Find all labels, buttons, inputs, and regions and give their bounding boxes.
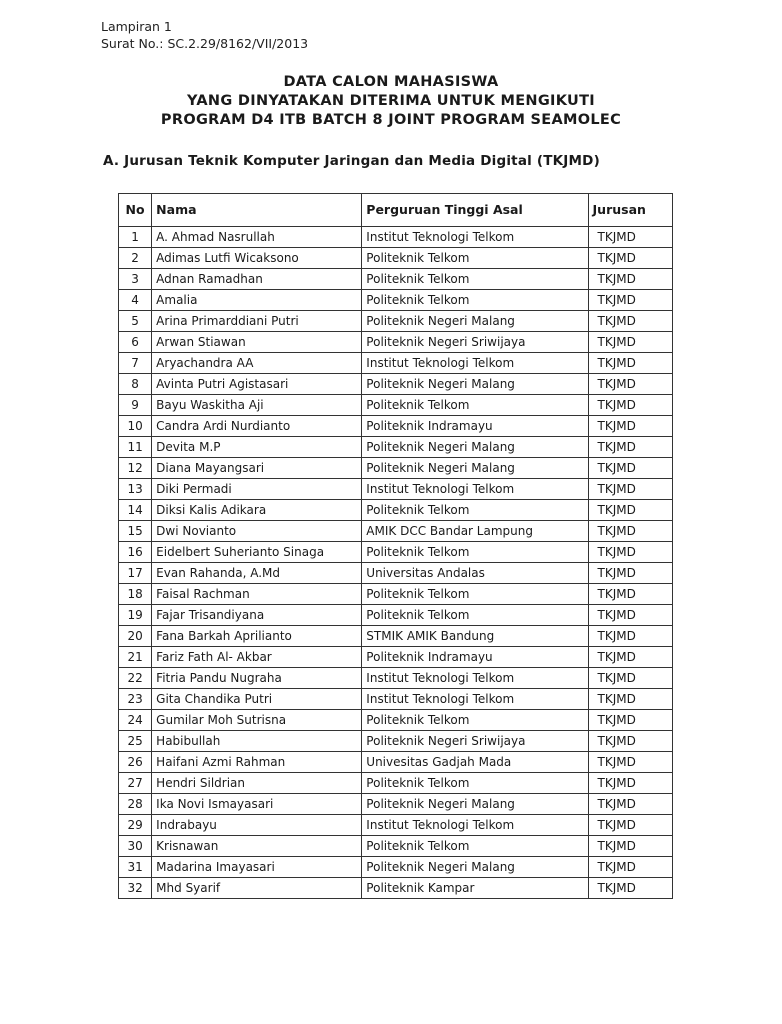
cell-jurusan: TKJMD <box>588 479 672 500</box>
table-row <box>119 542 673 563</box>
cell-nama: A. Ahmad Nasrullah <box>152 227 362 248</box>
table-row <box>119 626 673 647</box>
cell-jurusan: TKJMD <box>588 353 672 374</box>
cell-jurusan: TKJMD <box>588 584 672 605</box>
cell-no: 11 <box>119 437 152 458</box>
cell-nama: Adimas Lutfi Wicaksono <box>152 248 362 269</box>
cell-perguruan-tinggi: Politeknik Indramayu <box>362 416 588 437</box>
table-row <box>119 794 673 815</box>
table-row <box>119 731 673 752</box>
cell-jurusan: TKJMD <box>588 269 672 290</box>
table-header-row <box>119 194 673 227</box>
cell-nama: Evan Rahanda, A.Md <box>152 563 362 584</box>
table-row <box>119 416 673 437</box>
cell-perguruan-tinggi: Politeknik Negeri Malang <box>362 857 588 878</box>
cell-nama: Devita M.P <box>152 437 362 458</box>
table-row <box>119 584 673 605</box>
cell-nama: Aryachandra AA <box>152 353 362 374</box>
cell-perguruan-tinggi: Institut Teknologi Telkom <box>362 689 588 710</box>
cell-nama: Adnan Ramadhan <box>152 269 362 290</box>
cell-no: 1 <box>119 227 152 248</box>
table-row <box>119 500 673 521</box>
cell-jurusan: TKJMD <box>588 605 672 626</box>
cell-nama: Avinta Putri Agistasari <box>152 374 362 395</box>
title-line-2: YANG DINYATAKAN DITERIMA UNTUK MENGIKUTI <box>187 93 595 109</box>
title-line-3: PROGRAM D4 ITB BATCH 8 JOINT PROGRAM SEAMOLEC <box>160 112 622 128</box>
cell-perguruan-tinggi: Institut Teknologi Telkom <box>362 668 588 689</box>
table-row <box>119 374 673 395</box>
cell-jurusan: TKJMD <box>588 542 672 563</box>
cell-perguruan-tinggi: Institut Teknologi Telkom <box>362 815 588 836</box>
cell-no: 10 <box>119 416 152 437</box>
cell-jurusan: TKJMD <box>588 311 672 332</box>
cell-nama: Gita Chandika Putri <box>152 689 362 710</box>
cell-no: 5 <box>119 311 152 332</box>
table-row <box>119 290 673 311</box>
cell-perguruan-tinggi: Politeknik Negeri Malang <box>362 458 588 479</box>
cell-no: 14 <box>119 500 152 521</box>
cell-no: 29 <box>119 815 152 836</box>
cell-perguruan-tinggi: Politeknik Negeri Malang <box>362 437 588 458</box>
cell-perguruan-tinggi: AMIK DCC Bandar Lampung <box>362 521 588 542</box>
cell-nama: Amalia <box>152 290 362 311</box>
cell-jurusan: TKJMD <box>588 290 672 311</box>
cell-nama: Dwi Novianto <box>152 521 362 542</box>
cell-jurusan: TKJMD <box>588 752 672 773</box>
cell-jurusan: TKJMD <box>588 437 672 458</box>
student-table <box>118 193 673 899</box>
cell-nama: Diki Permadi <box>152 479 362 500</box>
table-row <box>119 710 673 731</box>
cell-perguruan-tinggi: Politeknik Telkom <box>362 710 588 731</box>
cell-nama: Gumilar Moh Sutrisna <box>152 710 362 731</box>
cell-nama: Haifani Azmi Rahman <box>152 752 362 773</box>
cell-nama: Indrabayu <box>152 815 362 836</box>
cell-jurusan: TKJMD <box>588 626 672 647</box>
cell-jurusan: TKJMD <box>588 458 672 479</box>
cell-jurusan: TKJMD <box>588 332 672 353</box>
document-title <box>0 73 782 130</box>
cell-no: 12 <box>119 458 152 479</box>
table-row <box>119 668 673 689</box>
cell-perguruan-tinggi: Politeknik Negeri Sriwijaya <box>362 332 588 353</box>
table-row <box>119 752 673 773</box>
cell-jurusan: TKJMD <box>588 563 672 584</box>
table-row <box>119 248 673 269</box>
cell-perguruan-tinggi: Politeknik Kampar <box>362 878 588 899</box>
cell-perguruan-tinggi: Politeknik Telkom <box>362 542 588 563</box>
cell-nama: Arwan Stiawan <box>152 332 362 353</box>
cell-no: 15 <box>119 521 152 542</box>
header-jurusan: Jurusan <box>588 194 672 227</box>
table-row <box>119 878 673 899</box>
table-row <box>119 689 673 710</box>
table-row <box>119 395 673 416</box>
cell-perguruan-tinggi: Politeknik Negeri Sriwijaya <box>362 731 588 752</box>
cell-no: 9 <box>119 395 152 416</box>
cell-jurusan: TKJMD <box>588 878 672 899</box>
cell-jurusan: TKJMD <box>588 248 672 269</box>
cell-nama: Fana Barkah Aprilianto <box>152 626 362 647</box>
cell-nama: Diana Mayangsari <box>152 458 362 479</box>
attachment-label: Lampiran 1 <box>101 19 172 34</box>
cell-no: 7 <box>119 353 152 374</box>
cell-perguruan-tinggi: Politeknik Telkom <box>362 584 588 605</box>
cell-jurusan: TKJMD <box>588 227 672 248</box>
cell-nama: Fajar Trisandiyana <box>152 605 362 626</box>
cell-perguruan-tinggi: Institut Teknologi Telkom <box>362 479 588 500</box>
cell-no: 24 <box>119 710 152 731</box>
table-row <box>119 479 673 500</box>
cell-jurusan: TKJMD <box>588 857 672 878</box>
header-nama: Nama <box>152 194 362 227</box>
cell-no: 28 <box>119 794 152 815</box>
cell-nama: Fitria Pandu Nugraha <box>152 668 362 689</box>
cell-perguruan-tinggi: Politeknik Telkom <box>362 836 588 857</box>
cell-perguruan-tinggi: Institut Teknologi Telkom <box>362 227 588 248</box>
table-row <box>119 311 673 332</box>
cell-perguruan-tinggi: STMIK AMIK Bandung <box>362 626 588 647</box>
cell-no: 3 <box>119 269 152 290</box>
cell-jurusan: TKJMD <box>588 521 672 542</box>
cell-jurusan: TKJMD <box>588 710 672 731</box>
cell-no: 27 <box>119 773 152 794</box>
cell-no: 19 <box>119 605 152 626</box>
cell-jurusan: TKJMD <box>588 500 672 521</box>
cell-jurusan: TKJMD <box>588 395 672 416</box>
header-perguruan-tinggi: Perguruan Tinggi Asal <box>362 194 588 227</box>
cell-no: 16 <box>119 542 152 563</box>
cell-perguruan-tinggi: Univesitas Gadjah Mada <box>362 752 588 773</box>
cell-no: 22 <box>119 668 152 689</box>
cell-no: 20 <box>119 626 152 647</box>
cell-no: 2 <box>119 248 152 269</box>
cell-nama: Ika Novi Ismayasari <box>152 794 362 815</box>
cell-nama: Eidelbert Suherianto Sinaga <box>152 542 362 563</box>
table-row <box>119 605 673 626</box>
cell-nama: Fariz Fath Al- Akbar <box>152 647 362 668</box>
table-row <box>119 332 673 353</box>
title-line-1: DATA CALON MAHASISWA <box>283 74 499 90</box>
table-row <box>119 647 673 668</box>
cell-perguruan-tinggi: Politeknik Telkom <box>362 269 588 290</box>
cell-no: 23 <box>119 689 152 710</box>
cell-perguruan-tinggi: Politeknik Telkom <box>362 773 588 794</box>
cell-no: 32 <box>119 878 152 899</box>
cell-perguruan-tinggi: Politeknik Negeri Malang <box>362 374 588 395</box>
cell-no: 17 <box>119 563 152 584</box>
table-row <box>119 353 673 374</box>
cell-nama: Diksi Kalis Adikara <box>152 500 362 521</box>
cell-nama: Mhd Syarif <box>152 878 362 899</box>
cell-no: 13 <box>119 479 152 500</box>
cell-perguruan-tinggi: Politeknik Negeri Malang <box>362 794 588 815</box>
cell-nama: Bayu Waskitha Aji <box>152 395 362 416</box>
cell-jurusan: TKJMD <box>588 689 672 710</box>
table-row <box>119 269 673 290</box>
table-row <box>119 227 673 248</box>
cell-perguruan-tinggi: Universitas Andalas <box>362 563 588 584</box>
section-heading: A. Jurusan Teknik Komputer Jaringan dan Media Digital (TKJMD) <box>103 153 600 169</box>
cell-nama: Habibullah <box>152 731 362 752</box>
cell-nama: Krisnawan <box>152 836 362 857</box>
cell-jurusan: TKJMD <box>588 647 672 668</box>
table-row <box>119 563 673 584</box>
cell-perguruan-tinggi: Politeknik Telkom <box>362 248 588 269</box>
cell-no: 6 <box>119 332 152 353</box>
cell-jurusan: TKJMD <box>588 773 672 794</box>
header-no: No <box>119 194 152 227</box>
cell-perguruan-tinggi: Institut Teknologi Telkom <box>362 353 588 374</box>
cell-jurusan: TKJMD <box>588 794 672 815</box>
cell-nama: Arina Primarddiani Putri <box>152 311 362 332</box>
cell-perguruan-tinggi: Politeknik Telkom <box>362 500 588 521</box>
cell-jurusan: TKJMD <box>588 416 672 437</box>
table-row <box>119 836 673 857</box>
cell-no: 26 <box>119 752 152 773</box>
cell-jurusan: TKJMD <box>588 374 672 395</box>
cell-nama: Hendri Sildrian <box>152 773 362 794</box>
cell-perguruan-tinggi: Politeknik Telkom <box>362 290 588 311</box>
cell-perguruan-tinggi: Politeknik Negeri Malang <box>362 311 588 332</box>
cell-jurusan: TKJMD <box>588 668 672 689</box>
cell-jurusan: TKJMD <box>588 731 672 752</box>
cell-perguruan-tinggi: Politeknik Telkom <box>362 395 588 416</box>
table-row <box>119 458 673 479</box>
table-row <box>119 773 673 794</box>
cell-nama: Madarina Imayasari <box>152 857 362 878</box>
cell-nama: Candra Ardi Nurdianto <box>152 416 362 437</box>
table-row <box>119 815 673 836</box>
cell-jurusan: TKJMD <box>588 836 672 857</box>
cell-no: 25 <box>119 731 152 752</box>
table-body <box>119 227 673 899</box>
cell-no: 18 <box>119 584 152 605</box>
table-row <box>119 437 673 458</box>
cell-no: 30 <box>119 836 152 857</box>
cell-no: 4 <box>119 290 152 311</box>
cell-jurusan: TKJMD <box>588 815 672 836</box>
letter-meta <box>101 18 308 52</box>
letter-number: Surat No.: SC.2.29/8162/VII/2013 <box>101 36 309 51</box>
table-row <box>119 857 673 878</box>
cell-perguruan-tinggi: Politeknik Telkom <box>362 605 588 626</box>
cell-perguruan-tinggi: Politeknik Indramayu <box>362 647 588 668</box>
cell-no: 21 <box>119 647 152 668</box>
table-row <box>119 521 673 542</box>
cell-nama: Faisal Rachman <box>152 584 362 605</box>
cell-no: 8 <box>119 374 152 395</box>
cell-no: 31 <box>119 857 152 878</box>
